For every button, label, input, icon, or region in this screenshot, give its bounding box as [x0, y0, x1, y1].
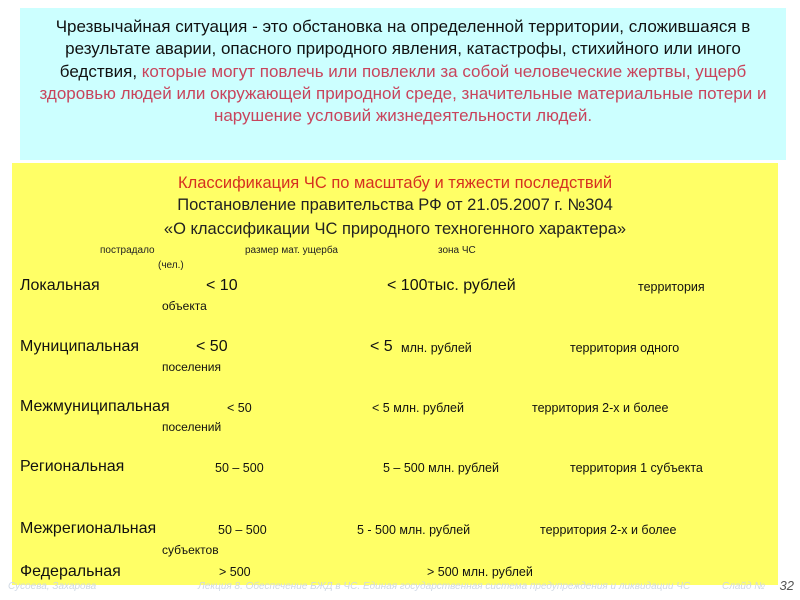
definition-accent-text: которые могут повлечь или повлекли за собой человеческие жертвы, ущерб здоровью людей или окружающей природной среде, значительные материальные потери и нарушение условий жизнедеятельности людей.	[39, 61, 767, 126]
row-victims-local: < 10	[206, 277, 238, 294]
column-label-victims-unit: (чел.)	[158, 260, 184, 271]
row-victims-municipal: < 50	[196, 338, 228, 355]
row-name-local: Локальная	[20, 277, 100, 294]
row-victims-regional: 50 – 500	[215, 461, 264, 475]
row-zone-cont-local: объекта	[162, 299, 207, 313]
row-zone-local: территория	[638, 280, 705, 294]
classification-title: Классификация ЧС по масштабу и тяжести последствий	[177, 174, 613, 192]
slide-footer	[0, 581, 800, 600]
row-zone-regional: территория 1 субъекта	[570, 461, 703, 475]
resolution-name: «О классификации ЧС природного техногенного характера»	[163, 220, 627, 238]
column-label-zone: зона ЧС	[438, 245, 476, 256]
row-damage-num-municipal: < 5	[370, 338, 393, 355]
row-zone-intermunicipal: территория 2-х и более	[532, 401, 669, 415]
row-name-intermunicipal: Межмуниципальная	[20, 398, 170, 415]
row-zone-cont-intermunicipal: поселений	[162, 420, 222, 434]
footer-authors: Сусоева, Захарова	[8, 581, 97, 592]
column-label-damage: размер мат. ущерба	[245, 245, 338, 256]
column-label-victims: пострадало	[100, 245, 155, 256]
row-damage-local: < 100тыс. рублей	[387, 277, 516, 294]
row-victims-interregional: 50 – 500	[218, 523, 267, 537]
row-damage-regional: 5 – 500 млн. рублей	[383, 461, 499, 475]
row-victims-federal: > 500	[219, 565, 251, 579]
row-name-regional: Региональная	[20, 458, 125, 475]
row-zone-municipal: территория одного	[570, 341, 680, 355]
row-zone-cont-municipal: поселения	[162, 360, 221, 374]
footer-slide-label: Слайд №	[722, 581, 766, 592]
row-damage-interregional: 5 - 500 млн. рублей	[357, 523, 471, 537]
classification-box	[12, 163, 778, 585]
footer-lecture: Лекция 8. Обеспечение БЖД в ЧС. Единая государственная система предупреждения и ликвидации ЧС	[198, 581, 691, 592]
row-damage-intermunicipal: < 5 млн. рублей	[372, 401, 464, 415]
page-number: 32	[779, 578, 794, 593]
row-victims-intermunicipal: < 50	[227, 401, 252, 415]
row-damage-federal: > 500 млн. рублей	[427, 565, 533, 579]
row-damage-unit-municipal: млн. рублей	[401, 341, 472, 355]
resolution-line: Постановление правительства РФ от 21.05.2007 г. №304	[177, 196, 613, 214]
row-zone-interregional: территория 2-х и более	[540, 523, 677, 537]
row-name-interregional: Межрегиональная	[20, 520, 157, 537]
row-zone-cont-interregional: субъектов	[162, 543, 219, 557]
definition-text: Чрезвычайная ситуация - это обстановка на определенной территории, сложившаяся в результате аварии, опасного природного явления, катастрофы, стихийного или иного бедствия,	[55, 17, 751, 81]
row-name-federal: Федеральная	[20, 563, 121, 580]
definition-box	[20, 8, 786, 160]
row-name-municipal: Муниципальная	[20, 338, 140, 355]
